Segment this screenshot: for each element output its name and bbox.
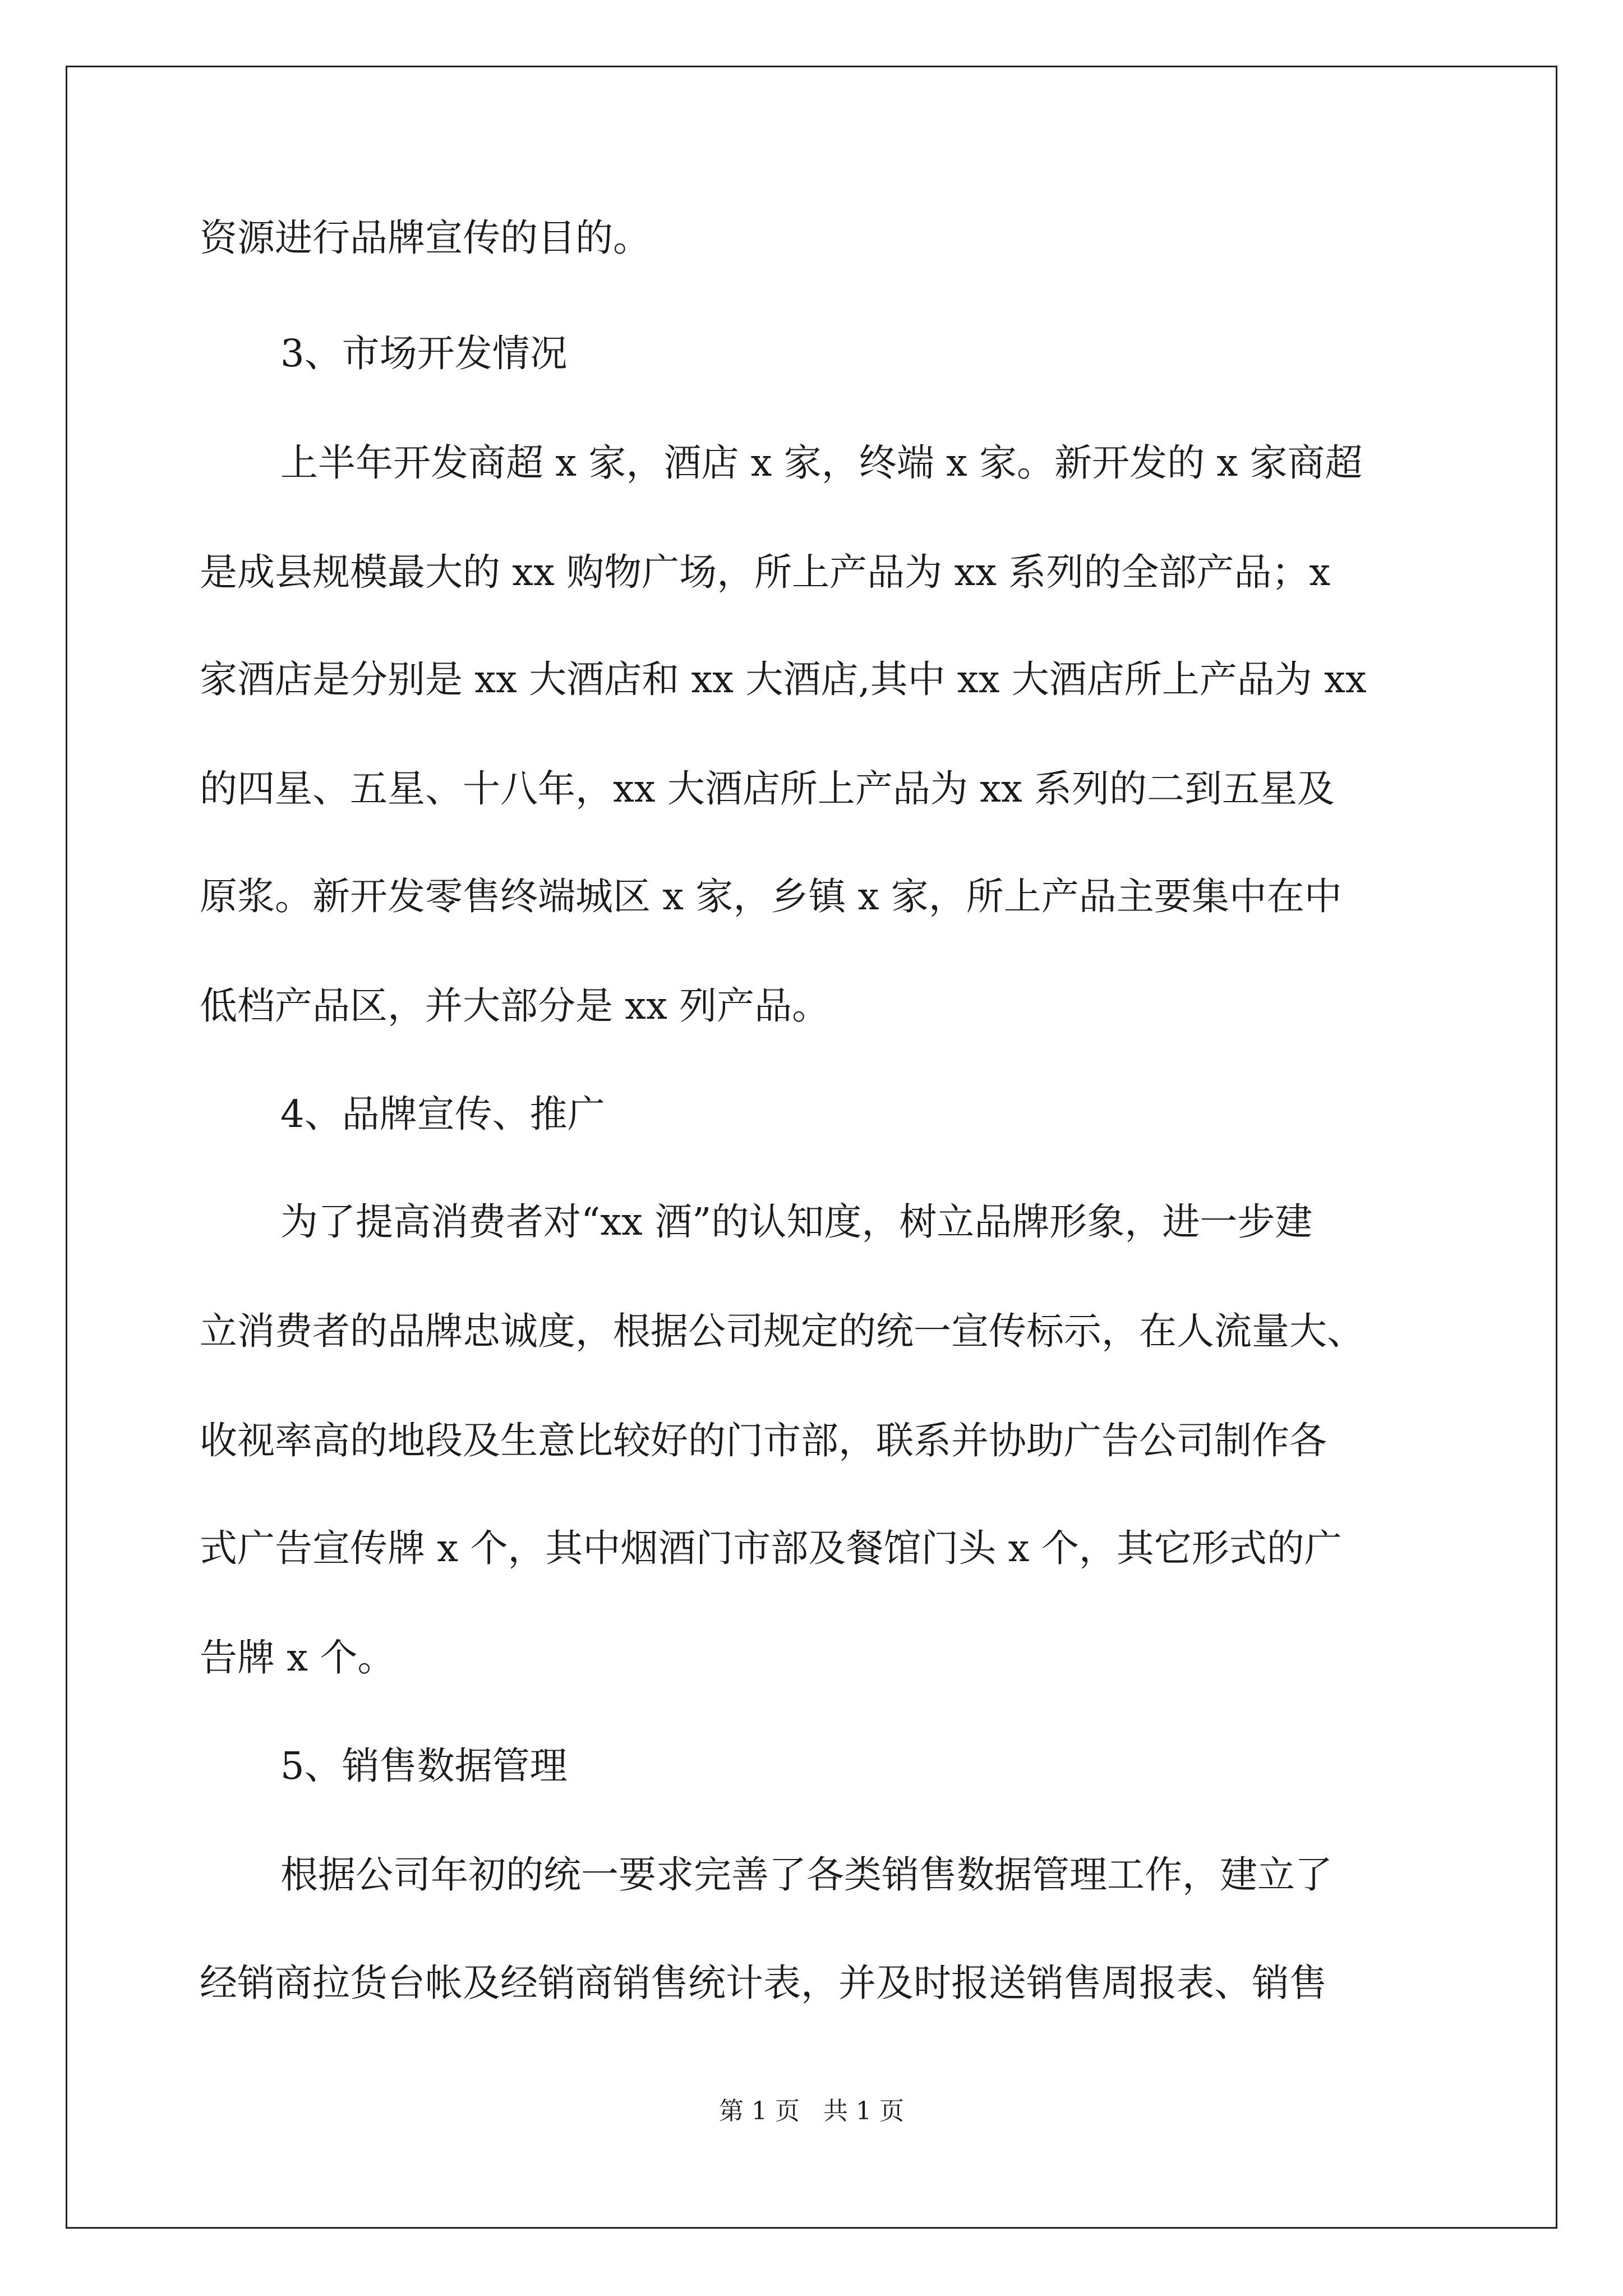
text-line: 低档产品区，并大部分是 xx 列产品。 [200,984,830,1028]
section-heading: 3、市场开发情况 [280,332,568,375]
text-line: 资源进行品牌宣传的目的。 [200,216,651,260]
text-line: 原浆。新开发零售终端城区 x 家，乡镇 x 家，所上产品主要集中在中 [200,875,1342,918]
text-line: 收视率高的地段及生意比较好的门市部，联系并协助广告公司制作各 [200,1419,1327,1462]
text-line: 经销商拉货台帐及经销商销售统计表，并及时报送销售周报表、销售 [200,1961,1327,2005]
text-line: 立消费者的品牌忠诚度，根据公司规定的统一宣传标示，在人流量大、 [200,1309,1364,1353]
text-line: 为了提高消费者对“xx 酒”的认知度，树立品牌形象，进一步建 [280,1200,1313,1244]
text-line: 的四星、五星、十八年，xx 大酒店所上产品为 xx 系列的二到五星及 [200,767,1335,811]
text-line: 家酒店是分别是 xx 大酒店和 xx 大酒店,其中 xx 大酒店所上产品为 xx [200,657,1367,701]
text-line: 式广告宣传牌 x 个，其中烟酒门市部及餐馆门头 x 个，其它形式的广 [200,1526,1342,1570]
text-line: 是成县规模最大的 xx 购物广场，所上产品为 xx 系列的全部产品；x [200,550,1331,594]
section-heading: 5、销售数据管理 [280,1744,568,1788]
text-line: 告牌 x 个。 [200,1636,395,1680]
section-heading: 4、品牌宣传、推广 [280,1092,605,1136]
page-border [66,66,1557,2229]
page-number-footer: 第 1 页 共 1 页 [719,2097,904,2125]
text-line: 根据公司年初的统一要求完善了各类销售数据管理工作，建立了 [280,1853,1332,1897]
text-line: 上半年开发商超 x 家，酒店 x 家，终端 x 家。新开发的 x 家商超 [280,441,1363,485]
